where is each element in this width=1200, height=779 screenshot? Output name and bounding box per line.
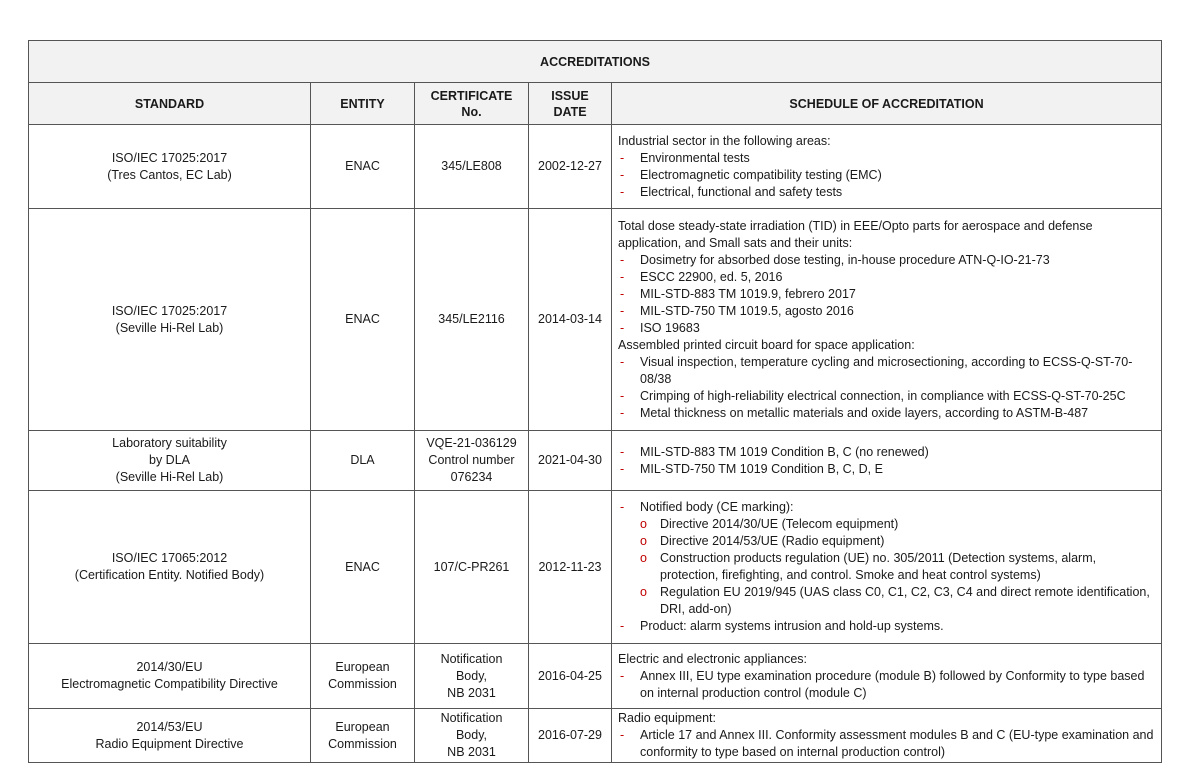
- schedule-cell: - Notified body (CE marking): o Directive 2014/30/UE (Telecom equipment) o Directive 2014/53/UE (Radio equipment) o Construction products regulation (UE) no. 305/2011 (Detection systems, alarm, protection, firefighting, and control. Smoke and heat control systems) o Regulation EU 2019/945 (UAS class C0, C1, C2, C3, C4 and direct remote identification, DRI, add-on) - Product: alarm systems intrusion and hold-up systems.: [612, 491, 1162, 644]
- issue-date-cell: 2021-04-30: [529, 431, 612, 491]
- standard-cell: ISO/IEC 17025:2017 (Seville Hi-Rel Lab): [29, 209, 311, 431]
- standard-cell: 2014/53/EU Radio Equipment Directive: [29, 709, 311, 763]
- certificate-cell: 345/LE808: [415, 125, 529, 209]
- table-row: [29, 644, 1162, 709]
- certificate-cell: 345/LE2116: [415, 209, 529, 431]
- standard-cell: ISO/IEC 17065:2012 (Certification Entity. Notified Body): [29, 491, 311, 644]
- table-row: [29, 491, 1162, 644]
- entity-cell: ENAC: [311, 491, 415, 644]
- header-entity: ENTITY: [311, 83, 415, 125]
- entity-cell: European Commission: [311, 644, 415, 709]
- issue-date-cell: 2016-04-25: [529, 644, 612, 709]
- table-row: [29, 125, 1162, 209]
- certificate-cell: 107/C-PR261: [415, 491, 529, 644]
- issue-date-cell: 2012-11-23: [529, 491, 612, 644]
- entity-cell: ENAC: [311, 209, 415, 431]
- table-row: [29, 709, 1162, 763]
- entity-cell: ENAC: [311, 125, 415, 209]
- schedule-cell: Electric and electronic appliances: - Annex III, EU type examination procedure (module B) followed by Conformity to type based on internal production control (module C): [612, 644, 1162, 709]
- header-schedule: SCHEDULE OF ACCREDITATION: [612, 83, 1162, 125]
- certificate-cell: Notification Body, NB 2031: [415, 709, 529, 763]
- table-title: ACCREDITATIONS: [29, 41, 1162, 83]
- header-row: [29, 83, 1162, 125]
- accreditations-table: [28, 40, 1162, 763]
- header-standard: STANDARD: [29, 83, 311, 125]
- header-issue-date: ISSUE DATE: [529, 83, 612, 125]
- schedule-cell: Total dose steady-state irradiation (TID) in EEE/Opto parts for aerospace and defense application, and Small sats and their units: - Dosimetry for absorbed dose testing, in-house procedure ATN-Q-IO-21-73 - ESCC 22900, ed. 5, 2016 - MIL-STD-883 TM 1019.9, febrero 2017 - MIL-STD-750 TM 1019.5, agosto 2016 - ISO 19683 Assembled printed circuit board for space application: - Visual inspection, temperature cycling and microsectioning, according to ECSS-Q-ST-70-08/38 - Crimping of high-reliability electrical connection, in compliance with ECSS-Q-ST-70-25C - Metal thickness on metallic materials and oxide layers, according to ASTM-B-487: [612, 209, 1162, 431]
- certificate-cell: Notification Body, NB 2031: [415, 644, 529, 709]
- schedule-cell: - MIL-STD-883 TM 1019 Condition B, C (no renewed) - MIL-STD-750 TM 1019 Condition B, C, D, E: [612, 431, 1162, 491]
- entity-cell: DLA: [311, 431, 415, 491]
- issue-date-cell: 2014-03-14: [529, 209, 612, 431]
- standard-cell: 2014/30/EU Electromagnetic Compatibility Directive: [29, 644, 311, 709]
- issue-date-cell: 2002-12-27: [529, 125, 612, 209]
- certificate-cell: VQE-21-036129 Control number 076234: [415, 431, 529, 491]
- schedule-cell: Radio equipment: - Article 17 and Annex III. Conformity assessment modules B and C (EU-type examination and conformity to type based on internal production control): [612, 709, 1162, 763]
- standard-cell: Laboratory suitability by DLA (Seville Hi-Rel Lab): [29, 431, 311, 491]
- header-certificate: CERTIFICATE No.: [415, 83, 529, 125]
- schedule-cell: Industrial sector in the following areas: - Environmental tests - Electromagnetic compatibility testing (EMC) - Electrical, functional and safety tests: [612, 125, 1162, 209]
- table-row: [29, 431, 1162, 491]
- entity-cell: European Commission: [311, 709, 415, 763]
- table-row: [29, 209, 1162, 431]
- issue-date-cell: 2016-07-29: [529, 709, 612, 763]
- standard-cell: ISO/IEC 17025:2017 (Tres Cantos, EC Lab): [29, 125, 311, 209]
